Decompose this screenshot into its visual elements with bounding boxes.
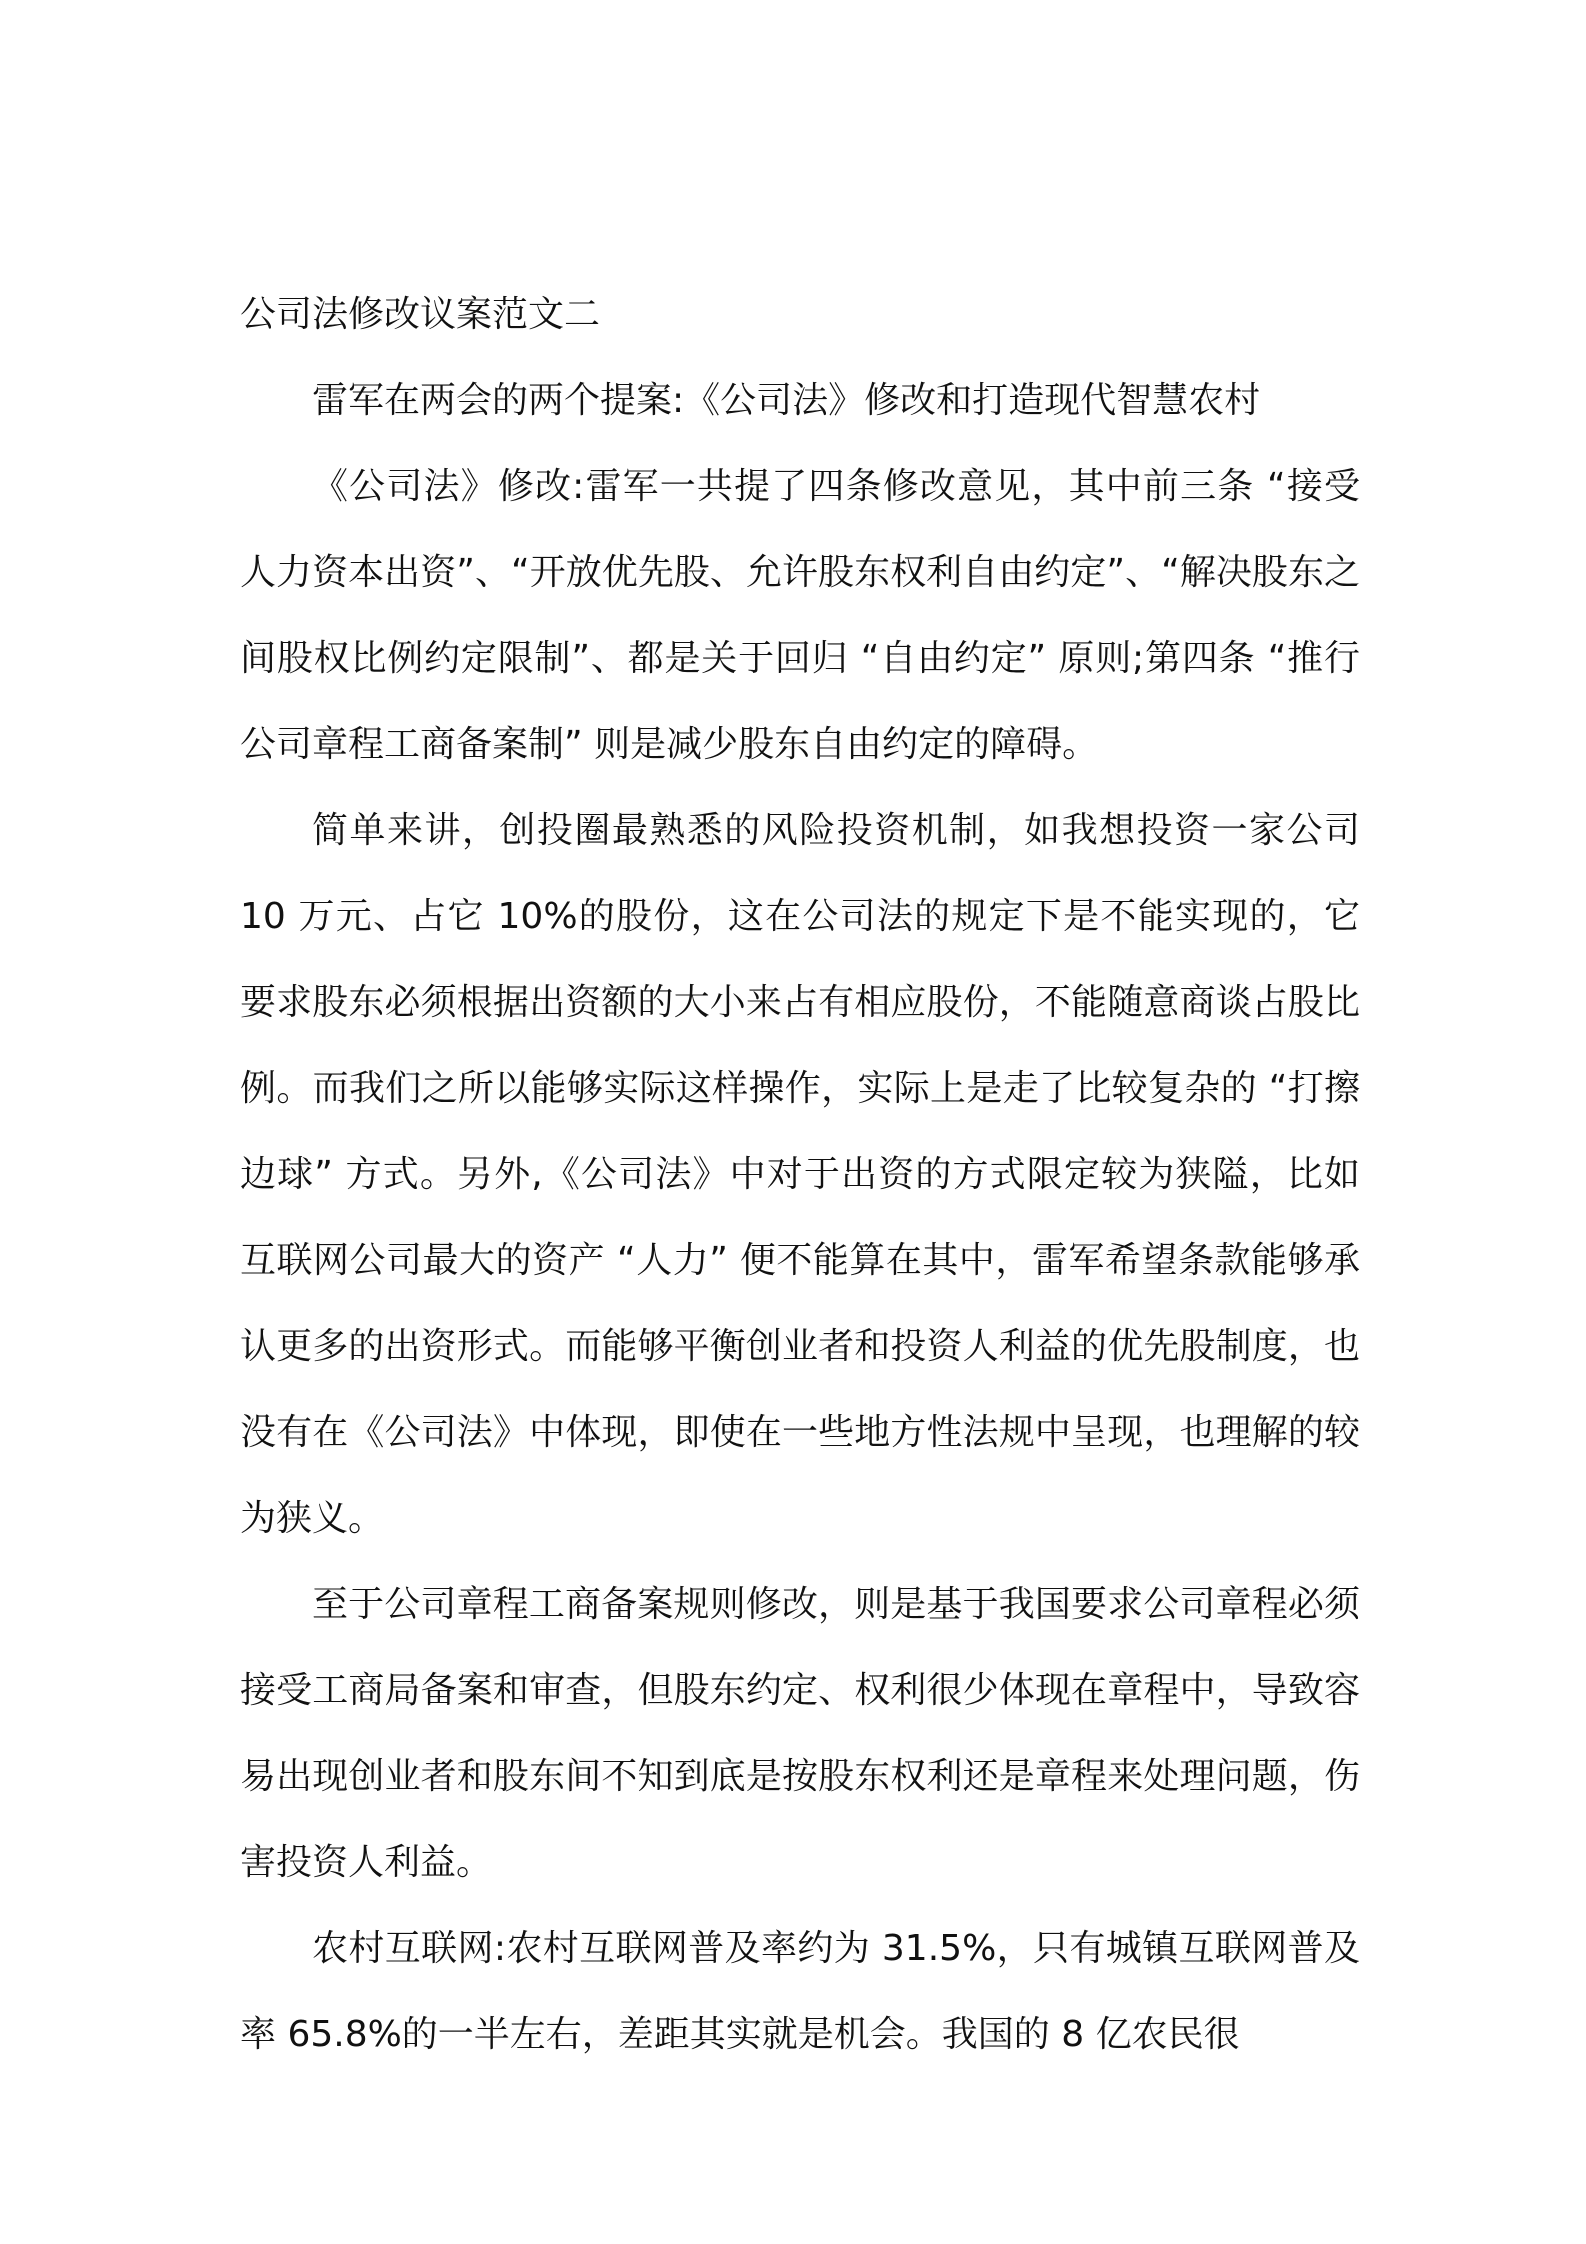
paragraph-articles-filing: 至于公司章程工商备案规则修改，则是基于我国要求公司章程必须接受工商局备案和审查，但股东约定、权利很少体现在章程中，导致容易出现创业者和股东间不知到底是按股东权利还是章程来处理问题，伤害投资人利益。 xyxy=(240,1584,1360,1883)
document-title: 公司法修改议案范文二 xyxy=(240,294,601,335)
paragraph-venture-investment: 简单来讲，创投圈最熟悉的风险投资机制，如我想投资一家公司 10 万元、占它 10%的股份，这在公司法的规定下是不能实现的，它要求股东必须根据出资额的大小来占有相应股份，不能随意商谈占股比例。而我们之所以能够实际这样操作，实际上是走了比较复杂的 “打擦边球” 方式。另外,《公司法》中对于出资的方式限定较为狭隘，比如互联网公司最大的资产 “人力” 便不能算在其中，雷军希望条款能够承认更多的出资形式。而能够平衡创业者和投资人利益的优先股制度，也没有在《公司法》中体现，即使在一些地方性法规中呈现，也理解的较为狭义。 xyxy=(240,810,1360,1539)
paragraph-proposals-heading: 雷军在两会的两个提案:《公司法》修改和打造现代智慧农村 xyxy=(312,380,1261,421)
paragraph-rural-internet: 农村互联网:农村互联网普及率约为 31.5%，只有城镇互联网普及率 65.8%的一半左右，差距其实就是机会。我国的 8 亿农民很 xyxy=(240,1928,1360,2055)
paragraph-company-law-amendment: 《公司法》修改:雷军一共提了四条修改意见，其中前三条 “接受人力资本出资”、“开放优先股、允许股东权利自由约定”、“解决股东之间股权比例约定限制”、都是关于回归 “自由约定” 原则;第四条 “推行公司章程工商备案制” 则是减少股东自由约定的障碍。 xyxy=(240,466,1360,765)
document-body xyxy=(240,272,1360,2078)
